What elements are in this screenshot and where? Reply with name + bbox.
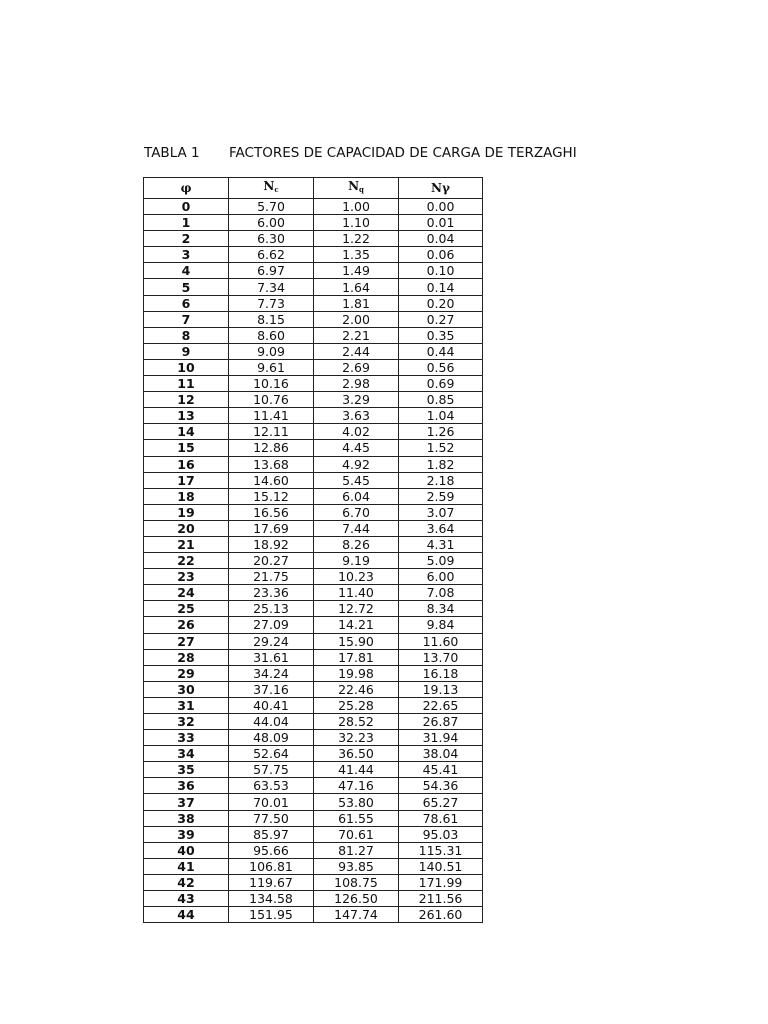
table-row (144, 907, 483, 923)
nq-cell: 11.40 (314, 585, 399, 601)
nc-cell: 12.86 (229, 440, 314, 456)
phi-cell: 14 (144, 424, 229, 440)
phi-cell: 29 (144, 665, 229, 681)
table-row (144, 697, 483, 713)
nq-cell: 2.98 (314, 376, 399, 392)
nq-cell: 1.35 (314, 247, 399, 263)
ngamma-cell: 0.14 (399, 279, 483, 295)
table-row (144, 842, 483, 858)
phi-cell: 36 (144, 778, 229, 794)
table-row (144, 424, 483, 440)
nq-cell: 81.27 (314, 842, 399, 858)
table-row (144, 231, 483, 247)
ngamma-cell: 3.64 (399, 520, 483, 536)
phi-cell: 42 (144, 874, 229, 890)
nc-cell: 34.24 (229, 665, 314, 681)
phi-cell: 5 (144, 279, 229, 295)
nc-cell: 52.64 (229, 746, 314, 762)
header-nq-subscript: q (359, 185, 364, 194)
table-row (144, 891, 483, 907)
phi-cell: 38 (144, 810, 229, 826)
ngamma-cell: 261.60 (399, 907, 483, 923)
nq-cell: 4.92 (314, 456, 399, 472)
nq-cell: 25.28 (314, 697, 399, 713)
phi-cell: 37 (144, 794, 229, 810)
ngamma-cell: 13.70 (399, 649, 483, 665)
nc-cell: 23.36 (229, 585, 314, 601)
nc-cell: 8.60 (229, 327, 314, 343)
ngamma-cell: 5.09 (399, 553, 483, 569)
nc-cell: 12.11 (229, 424, 314, 440)
nc-cell: 70.01 (229, 794, 314, 810)
bearing-capacity-table-container (143, 177, 483, 923)
nc-cell: 6.62 (229, 247, 314, 263)
nq-cell: 70.61 (314, 826, 399, 842)
nc-cell: 119.67 (229, 874, 314, 890)
ngamma-cell: 1.52 (399, 440, 483, 456)
phi-cell: 26 (144, 617, 229, 633)
phi-cell: 9 (144, 343, 229, 359)
ngamma-cell: 2.59 (399, 488, 483, 504)
nq-cell: 1.22 (314, 231, 399, 247)
nq-cell: 5.45 (314, 472, 399, 488)
nq-cell: 1.10 (314, 215, 399, 231)
ngamma-cell: 2.18 (399, 472, 483, 488)
nq-cell: 47.16 (314, 778, 399, 794)
phi-cell: 25 (144, 601, 229, 617)
nc-cell: 6.97 (229, 263, 314, 279)
nc-cell: 40.41 (229, 697, 314, 713)
nq-cell: 14.21 (314, 617, 399, 633)
table-row (144, 343, 483, 359)
table-row (144, 263, 483, 279)
phi-cell: 31 (144, 697, 229, 713)
nc-cell: 63.53 (229, 778, 314, 794)
table-row (144, 810, 483, 826)
header-ngamma: Nγ (399, 178, 483, 199)
nq-cell: 19.98 (314, 665, 399, 681)
phi-cell: 1 (144, 215, 229, 231)
table-title: FACTORES DE CAPACIDAD DE CARGA DE TERZAGHI (229, 145, 577, 161)
nq-cell: 15.90 (314, 633, 399, 649)
nq-cell: 2.21 (314, 327, 399, 343)
phi-cell: 10 (144, 359, 229, 375)
ngamma-cell: 0.00 (399, 199, 483, 215)
nq-cell: 32.23 (314, 730, 399, 746)
nc-cell: 6.30 (229, 231, 314, 247)
nc-cell: 20.27 (229, 553, 314, 569)
phi-cell: 22 (144, 553, 229, 569)
nq-cell: 1.64 (314, 279, 399, 295)
nc-cell: 25.13 (229, 601, 314, 617)
nq-cell: 53.80 (314, 794, 399, 810)
phi-cell: 6 (144, 295, 229, 311)
header-nq-symbol: N (348, 179, 360, 193)
nc-cell: 10.76 (229, 392, 314, 408)
nc-cell: 48.09 (229, 730, 314, 746)
phi-cell: 34 (144, 746, 229, 762)
table-row (144, 569, 483, 585)
ngamma-cell: 0.56 (399, 359, 483, 375)
table-row (144, 376, 483, 392)
nc-cell: 7.34 (229, 279, 314, 295)
nq-cell: 22.46 (314, 681, 399, 697)
table-body (144, 199, 483, 923)
phi-cell: 18 (144, 488, 229, 504)
table-row (144, 553, 483, 569)
nc-cell: 106.81 (229, 858, 314, 874)
table-row (144, 617, 483, 633)
nq-cell: 17.81 (314, 649, 399, 665)
phi-cell: 39 (144, 826, 229, 842)
table-row (144, 520, 483, 536)
nc-cell: 29.24 (229, 633, 314, 649)
ngamma-cell: 38.04 (399, 746, 483, 762)
table-row (144, 746, 483, 762)
table-row (144, 504, 483, 520)
bearing-capacity-table (143, 177, 483, 923)
nq-cell: 2.69 (314, 359, 399, 375)
header-nc (229, 178, 314, 199)
nc-cell: 21.75 (229, 569, 314, 585)
nq-cell: 28.52 (314, 714, 399, 730)
table-row (144, 778, 483, 794)
nc-cell: 37.16 (229, 681, 314, 697)
table-row (144, 826, 483, 842)
ngamma-cell: 0.04 (399, 231, 483, 247)
ngamma-cell: 45.41 (399, 762, 483, 778)
nq-cell: 6.04 (314, 488, 399, 504)
nq-cell: 1.81 (314, 295, 399, 311)
phi-cell: 44 (144, 907, 229, 923)
ngamma-cell: 0.06 (399, 247, 483, 263)
phi-cell: 13 (144, 408, 229, 424)
ngamma-cell: 22.65 (399, 697, 483, 713)
ngamma-cell: 4.31 (399, 536, 483, 552)
table-row (144, 311, 483, 327)
ngamma-cell: 31.94 (399, 730, 483, 746)
ngamma-cell: 140.51 (399, 858, 483, 874)
nq-cell: 4.02 (314, 424, 399, 440)
phi-cell: 4 (144, 263, 229, 279)
nc-cell: 17.69 (229, 520, 314, 536)
table-row (144, 536, 483, 552)
nc-cell: 10.16 (229, 376, 314, 392)
phi-cell: 0 (144, 199, 229, 215)
table-row (144, 199, 483, 215)
table-row (144, 392, 483, 408)
phi-cell: 20 (144, 520, 229, 536)
phi-cell: 16 (144, 456, 229, 472)
nc-cell: 5.70 (229, 199, 314, 215)
table-row (144, 762, 483, 778)
ngamma-cell: 1.26 (399, 424, 483, 440)
nq-cell: 1.00 (314, 199, 399, 215)
nq-cell: 4.45 (314, 440, 399, 456)
table-row (144, 633, 483, 649)
ngamma-cell: 211.56 (399, 891, 483, 907)
table-row (144, 472, 483, 488)
nc-cell: 16.56 (229, 504, 314, 520)
ngamma-cell: 0.27 (399, 311, 483, 327)
table-row (144, 714, 483, 730)
phi-cell: 43 (144, 891, 229, 907)
header-phi: φ (144, 178, 229, 199)
table-header (144, 178, 483, 199)
table-row (144, 649, 483, 665)
phi-cell: 8 (144, 327, 229, 343)
nc-cell: 14.60 (229, 472, 314, 488)
table-row (144, 247, 483, 263)
table-row (144, 327, 483, 343)
table-row (144, 794, 483, 810)
table-row (144, 359, 483, 375)
table-row (144, 215, 483, 231)
phi-cell: 15 (144, 440, 229, 456)
table-row (144, 730, 483, 746)
nq-cell: 126.50 (314, 891, 399, 907)
nq-cell: 12.72 (314, 601, 399, 617)
nq-cell: 6.70 (314, 504, 399, 520)
phi-cell: 17 (144, 472, 229, 488)
table-row (144, 408, 483, 424)
nq-cell: 9.19 (314, 553, 399, 569)
phi-cell: 27 (144, 633, 229, 649)
nc-cell: 8.15 (229, 311, 314, 327)
table-number: TABLA 1 (144, 145, 200, 161)
nq-cell: 108.75 (314, 874, 399, 890)
phi-cell: 19 (144, 504, 229, 520)
ngamma-cell: 26.87 (399, 714, 483, 730)
ngamma-cell: 0.44 (399, 343, 483, 359)
nq-cell: 93.85 (314, 858, 399, 874)
table-row (144, 601, 483, 617)
ngamma-cell: 3.07 (399, 504, 483, 520)
table-caption (144, 145, 577, 161)
nq-cell: 10.23 (314, 569, 399, 585)
nc-cell: 134.58 (229, 891, 314, 907)
phi-cell: 40 (144, 842, 229, 858)
nc-cell: 151.95 (229, 907, 314, 923)
nc-cell: 27.09 (229, 617, 314, 633)
table-row (144, 488, 483, 504)
nc-cell: 6.00 (229, 215, 314, 231)
phi-cell: 23 (144, 569, 229, 585)
nq-cell: 3.63 (314, 408, 399, 424)
nq-cell: 147.74 (314, 907, 399, 923)
phi-cell: 3 (144, 247, 229, 263)
ngamma-cell: 8.34 (399, 601, 483, 617)
phi-cell: 2 (144, 231, 229, 247)
nq-cell: 2.00 (314, 311, 399, 327)
phi-cell: 30 (144, 681, 229, 697)
nc-cell: 44.04 (229, 714, 314, 730)
ngamma-cell: 95.03 (399, 826, 483, 842)
header-nc-symbol: N (263, 179, 275, 193)
table-row (144, 585, 483, 601)
phi-cell: 32 (144, 714, 229, 730)
nq-cell: 36.50 (314, 746, 399, 762)
nq-cell: 61.55 (314, 810, 399, 826)
nq-cell: 41.44 (314, 762, 399, 778)
table-row (144, 681, 483, 697)
phi-cell: 33 (144, 730, 229, 746)
nc-cell: 9.09 (229, 343, 314, 359)
ngamma-cell: 0.69 (399, 376, 483, 392)
table-row (144, 440, 483, 456)
ngamma-cell: 0.20 (399, 295, 483, 311)
header-nq (314, 178, 399, 199)
phi-cell: 7 (144, 311, 229, 327)
table-row (144, 456, 483, 472)
nc-cell: 85.97 (229, 826, 314, 842)
phi-cell: 21 (144, 536, 229, 552)
table-row (144, 279, 483, 295)
table-row (144, 874, 483, 890)
nc-cell: 7.73 (229, 295, 314, 311)
ngamma-cell: 1.04 (399, 408, 483, 424)
header-nc-subscript: c (274, 185, 279, 194)
nq-cell: 8.26 (314, 536, 399, 552)
nc-cell: 13.68 (229, 456, 314, 472)
phi-cell: 41 (144, 858, 229, 874)
phi-cell: 35 (144, 762, 229, 778)
nc-cell: 95.66 (229, 842, 314, 858)
table-row (144, 295, 483, 311)
nc-cell: 31.61 (229, 649, 314, 665)
ngamma-cell: 1.82 (399, 456, 483, 472)
nc-cell: 11.41 (229, 408, 314, 424)
nq-cell: 7.44 (314, 520, 399, 536)
ngamma-cell: 7.08 (399, 585, 483, 601)
ngamma-cell: 6.00 (399, 569, 483, 585)
ngamma-cell: 171.99 (399, 874, 483, 890)
ngamma-cell: 16.18 (399, 665, 483, 681)
nc-cell: 57.75 (229, 762, 314, 778)
ngamma-cell: 0.01 (399, 215, 483, 231)
ngamma-cell: 65.27 (399, 794, 483, 810)
ngamma-cell: 0.35 (399, 327, 483, 343)
ngamma-cell: 115.31 (399, 842, 483, 858)
table-row (144, 665, 483, 681)
ngamma-cell: 0.85 (399, 392, 483, 408)
phi-cell: 12 (144, 392, 229, 408)
nc-cell: 9.61 (229, 359, 314, 375)
table-row (144, 858, 483, 874)
nc-cell: 18.92 (229, 536, 314, 552)
phi-cell: 24 (144, 585, 229, 601)
nc-cell: 77.50 (229, 810, 314, 826)
header-row (144, 178, 483, 199)
ngamma-cell: 54.36 (399, 778, 483, 794)
ngamma-cell: 0.10 (399, 263, 483, 279)
ngamma-cell: 11.60 (399, 633, 483, 649)
ngamma-cell: 9.84 (399, 617, 483, 633)
nq-cell: 2.44 (314, 343, 399, 359)
ngamma-cell: 78.61 (399, 810, 483, 826)
nq-cell: 1.49 (314, 263, 399, 279)
phi-cell: 28 (144, 649, 229, 665)
phi-cell: 11 (144, 376, 229, 392)
nq-cell: 3.29 (314, 392, 399, 408)
ngamma-cell: 19.13 (399, 681, 483, 697)
nc-cell: 15.12 (229, 488, 314, 504)
